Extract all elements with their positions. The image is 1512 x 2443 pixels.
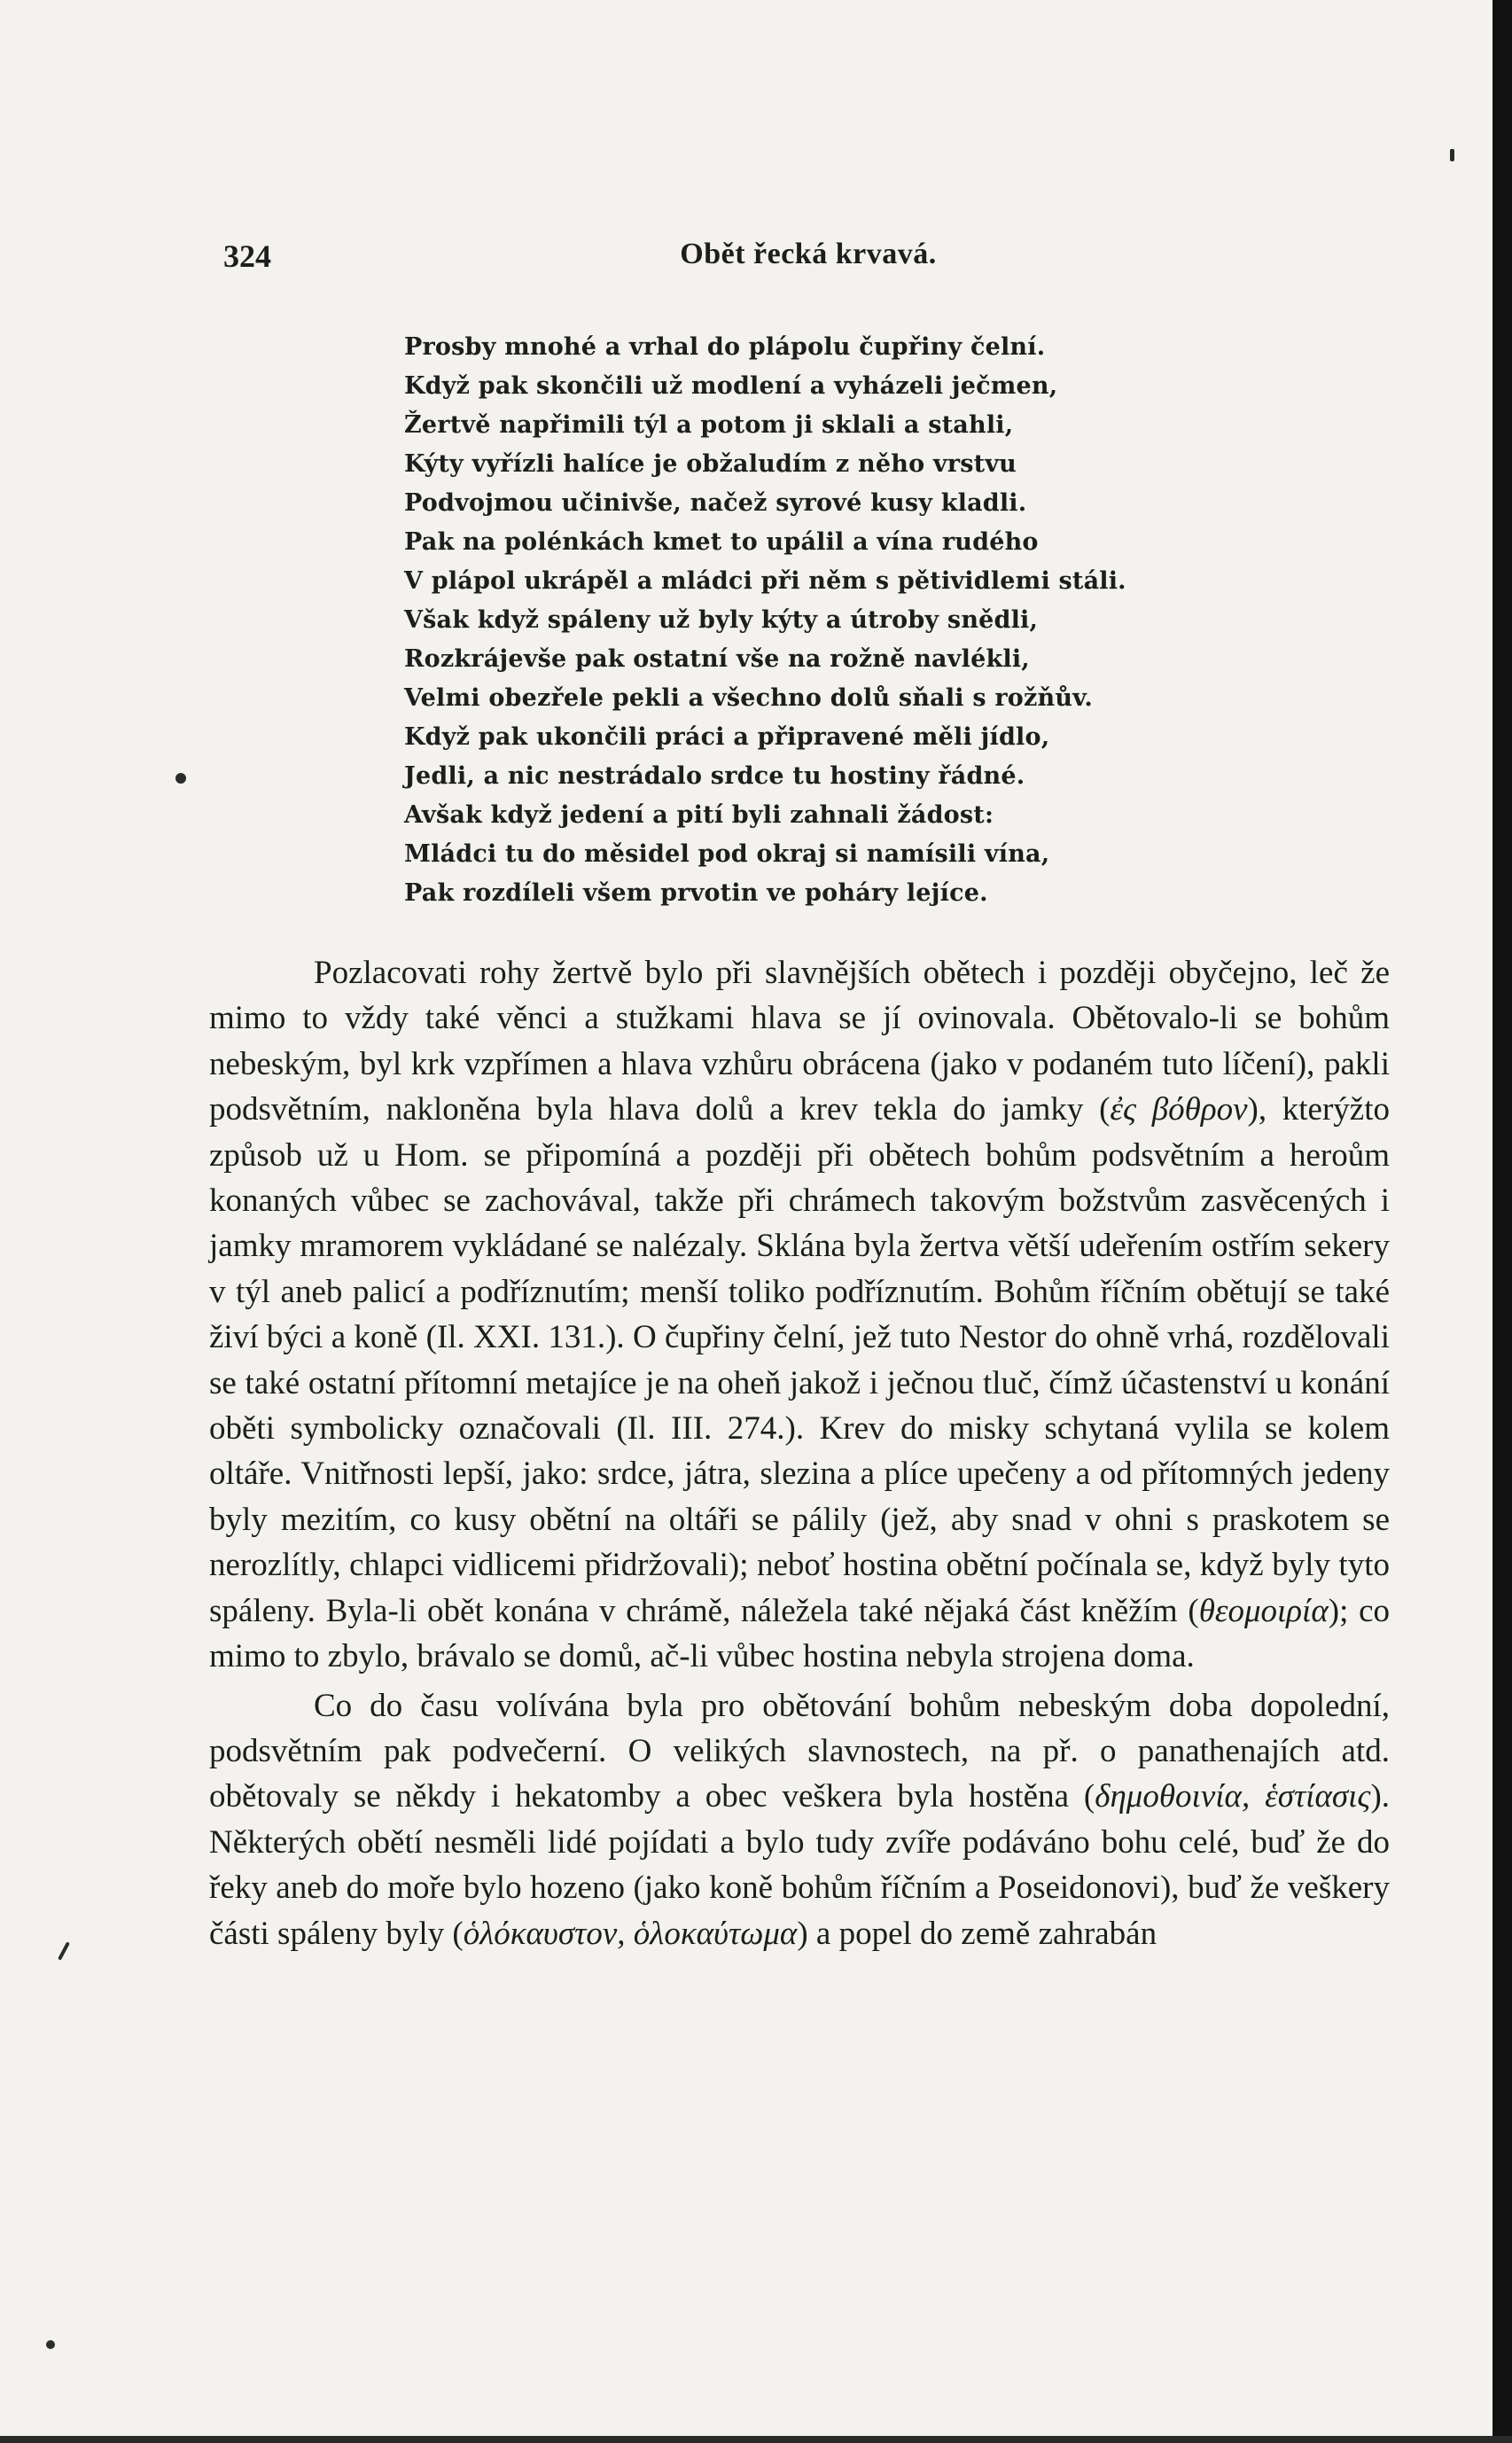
paragraph-text: Pozlacovati rohy žertvě bylo při slavnějších obětech i později obyčejno, leč že mimo to vždy také věnci a stužkami hlava se jí ovinovala. Obětovalo-li se bohům nebeským, byl krk vzpřímen a hlava vzhůru obrácena (jako v podaném tuto líčení), pakli podsvětním, nakloněna byla hlava dolů a krev tekla do jamky (: [209, 955, 1390, 1128]
poem-line: Kýty vyřízli halíce je obžaludím z něho vrstvu: [404, 450, 1017, 478]
body-text: [209, 950, 1390, 1960]
poem-line: Mládci tu do měsidel pod okraj si namísili vína,: [404, 840, 1050, 868]
poem-line: Pak rozdíleli všem prvotin ve poháry lejíce.: [404, 879, 988, 907]
poem-line: Když pak ukončili práci a připravené měli jídlo,: [404, 723, 1050, 751]
poem-line: Avšak když jedení a pití byli zahnali žádost:: [404, 801, 994, 829]
poem-line: Když pak skončili už modlení a vyházeli ječmen,: [404, 372, 1058, 400]
paragraph-text: ), kterýžto způsob už u Hom. se připomíná a později při obětech bohům podsvětním a heroům konaných vůbec se zachovával, takže při chrámech takovým božstvům zasvěcených i jamky mramorem vykládané se nalézaly. Sklána byla žertva větší udeřením ostřím sekery v týl aneb palicí a podříznutím; menší toliko podříznutím. Bohům říčním obětují se také živí býci a koně (Il. XXI. 131.). O čupřiny čelní, jež tuto Nestor do ohně vrhá, rozdělovali se také ostatní přítomní metajíce je na oheň jakož i ječnou tluč, čímž účastenství u konání oběti symbolicky označovali (Il. III. 274.). Krev do misky schytaná vylila se kolem oltáře. Vnitřnosti lepší, jako: srdce, játra, slezina a plíce upečeny a od přítomných jedeny byly mezitím, co kusy obětní na oltáři se pálily (jež, aby snad v ohni s praskotem se nerozlítly, chlapci vidlicemi přidržovali); neboť hostina obětní počínala se, když byly tyto spáleny. Byla-li obět konána v chrámě, náležela také nějaká část kněžím (: [209, 1091, 1390, 1629]
paragraph-text: ) a popel do země zahrabán: [797, 1915, 1157, 1952]
poem-line: Podvojmou učinivše, načež syrové kusy kladli.: [404, 489, 1027, 517]
poem-line: Pak na polénkách kmet to upálil a vína rudého: [404, 528, 1039, 556]
page-edge-bottom: [0, 2436, 1512, 2443]
poem-line: Velmi obezřele pekli a všechno dolů sňali s rožňův.: [404, 684, 1093, 712]
margin-dot: [175, 773, 186, 784]
poem-line: Rozkrájevše pak ostatní vše na rožně navlékli,: [404, 645, 1030, 673]
poem-line: Však když spáleny už byly kýty a útroby snědli,: [404, 606, 1039, 634]
paragraph-sacrifice-rites: [209, 950, 1390, 1680]
page-speck: [1450, 149, 1454, 161]
page-header: [223, 238, 1393, 278]
poem-line: V plápol ukrápěl a mládci při něm s pětividlemi stáli.: [404, 567, 1126, 595]
poem-line: Žertvě napřimili týl a potom ji sklali a stahli,: [404, 411, 1014, 439]
greek-term: θεομοιρία: [1198, 1592, 1329, 1629]
greek-term: δημοθοινία, ἑστίασις: [1095, 1778, 1371, 1815]
poem-line: Jedli, a nic nestrádalo srdce tu hostiny řádné.: [404, 762, 1025, 790]
greek-term: ἐς βόθρον: [1110, 1091, 1248, 1128]
paragraph-text: Co do času volívána byla pro obětování bohům nebeským doba dopolední, podsvětním pak podvečerní. O velikých slavnostech, na př. o panathenajích atd. obětovaly se někdy i hekatomby a obec veškera byla hostěna (: [209, 1687, 1390, 1815]
running-title: Obět řecká krvavá.: [680, 238, 937, 270]
paragraph-text: ). Některých obětí nesměli lidé pojídati a bylo tudy zvíře podáváno bohu celé, buď že do řeky aneb do moře bylo hozeno (jako koně bohům říčním a Poseidonovi), buď že veškery části spáleny byly (: [209, 1778, 1391, 1952]
greek-term: ὁλόκαυστον, ὁλοκαύτωμα: [463, 1915, 798, 1952]
poem-line: Prosby mnohé a vrhal do plápolu čupřiny čelní.: [404, 333, 1046, 361]
paragraph-text: ); co mimo to zbylo, brávalo se domů, ač-li vůbec hostina nebyla strojena doma.: [209, 1592, 1390, 1675]
corner-dot: [46, 2340, 55, 2349]
poem-quotation: [404, 328, 1290, 913]
margin-tick: [58, 1941, 70, 1960]
page-edge-right: [1493, 0, 1512, 2443]
page-number: 324: [223, 238, 271, 274]
paragraph-sacrifice-timing: [209, 1683, 1390, 1956]
